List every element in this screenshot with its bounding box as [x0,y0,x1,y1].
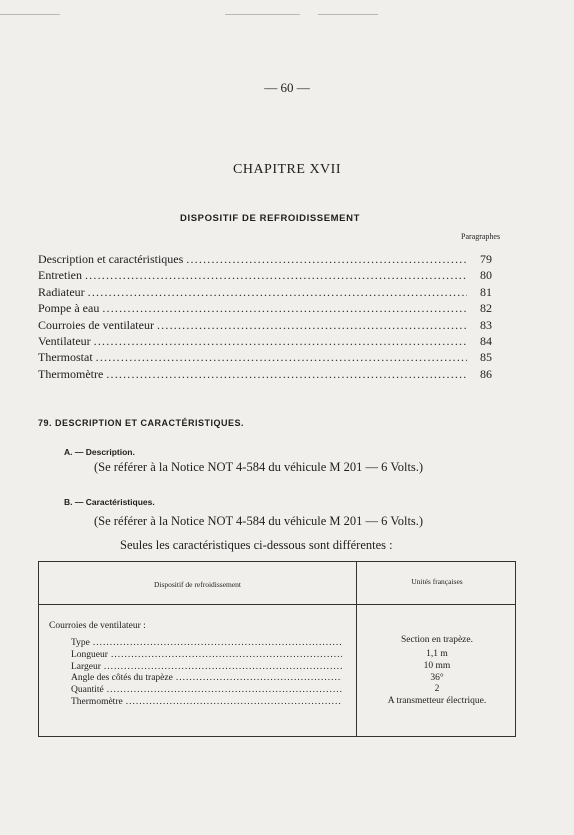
row-label: Angle des côtés du trapèze [71,673,173,684]
toc-entry [38,367,492,383]
toc-label: Thermomètre [38,366,104,381]
toc-paragraph-number: 80 [480,268,492,283]
subsection-b-text: (Se référer à la Notice NOT 4-584 du véhicule M 201 — 6 Volts.) [94,514,424,528]
table-intro-text: Seules les caractéristiques ci-dessous sont différentes : [120,538,393,552]
table-of-contents [38,252,492,383]
table-row-labels [71,638,345,709]
row-value: A transmetteur électrique. [387,696,487,707]
toc-label: Description et caractéristiques [38,252,184,266]
toc-label: Courroies de ventilateur [38,317,154,332]
leader-dots [126,697,342,707]
row-value: 10 mm [423,660,451,671]
leader-dots [106,367,467,382]
toc-entry [38,334,492,350]
toc-paragraph-number: 82 [480,301,492,316]
table-header-left: Dispositif de refroidissement [153,580,242,589]
header-divider [39,604,515,605]
leader-dots [107,685,342,695]
paragraphs-column-label: Paragraphes [461,232,501,241]
leader-dots [157,318,467,333]
leader-dots [186,252,467,267]
row-label: Type [71,638,90,648]
table-row-label [71,638,345,650]
subsection-a-title: A. — Description. [64,447,135,457]
chapter-subtitle: DISPOSITIF DE REFROIDISSEMENT [180,213,360,224]
toc-entry [38,301,492,317]
table-row-label [71,662,345,674]
leader-dots [88,285,467,300]
leader-dots [102,301,467,316]
table-row-label [71,685,345,697]
section-heading: 79. DESCRIPTION ET CARACTÉRISTIQUES. [38,418,245,428]
toc-label: Radiateur [38,284,85,299]
table-header-right: Unités françaises [411,577,463,586]
leader-dots [111,650,342,660]
row-value: 36° [430,672,444,683]
bleed-through-mark [318,14,378,15]
leader-dots [96,350,467,365]
bleed-through-mark [225,14,300,15]
page-number: — 60 — [264,80,310,95]
characteristics-table [38,561,516,737]
leader-dots [85,268,467,283]
toc-label: Thermostat [38,350,93,365]
toc-entry [38,285,492,301]
leader-dots [94,334,467,349]
toc-paragraph-number: 79 [480,252,492,266]
row-label: Largeur [71,661,101,672]
row-value: Section en trapèze. [400,635,473,645]
leader-dots [176,673,342,683]
row-label: Thermomètre [71,696,123,707]
toc-paragraph-number: 86 [480,366,492,381]
table-group-label: Courroies de ventilateur : [49,621,146,631]
bleed-through-mark [0,14,60,15]
toc-entry [38,318,492,334]
subsection-a-text: (Se référer à la Notice NOT 4-584 du véhicule M 201 — 6 Volts.) [94,460,424,474]
subsection-b-title: B. — Caractéristiques. [64,497,155,507]
row-value: 2 [434,684,440,695]
toc-paragraph-number: 84 [480,333,492,348]
row-value: 1,1 m [426,649,448,659]
toc-entry [38,350,492,366]
chapter-title: CHAPITRE XVII [233,162,341,177]
toc-label: Pompe à eau [38,301,100,316]
toc-entry [38,252,492,268]
leader-dots [104,662,342,672]
table-row-label [71,697,345,709]
toc-label: Entretien [38,268,82,283]
toc-entry [38,268,492,284]
toc-paragraph-number: 85 [480,350,492,365]
table-row-label [71,650,345,662]
row-label: Longueur [71,649,108,660]
row-label: Quantité [71,685,104,696]
table-row-values [357,635,517,708]
table-row-label [71,673,345,685]
toc-label: Ventilateur [38,333,91,348]
leader-dots [93,638,342,648]
toc-paragraph-number: 83 [480,317,492,332]
toc-paragraph-number: 81 [480,284,492,299]
